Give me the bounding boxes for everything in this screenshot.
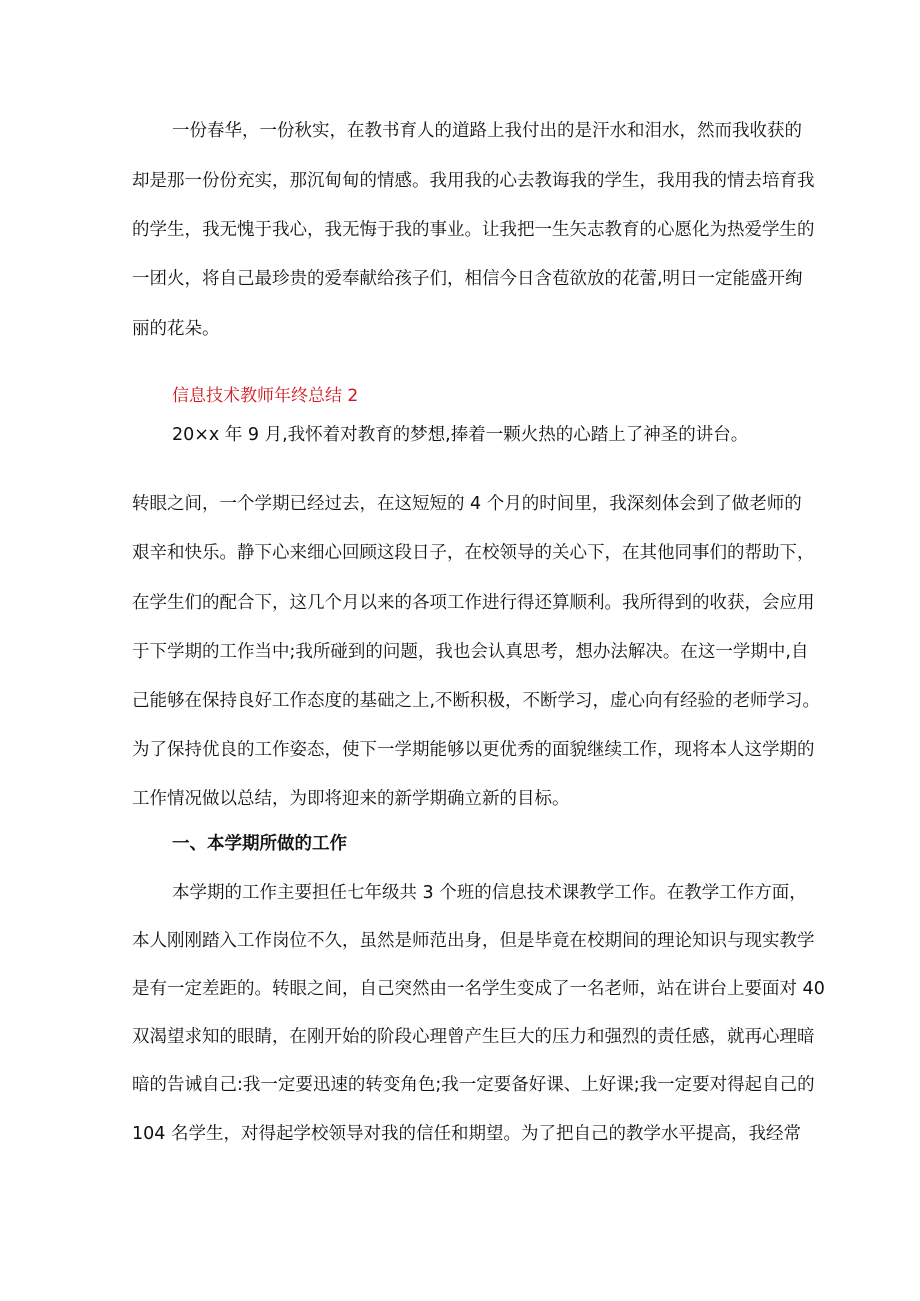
paragraph-3-line-5: 暗的告诫自己:我一定要迅速的转变角色;我一定要备好课、上好课;我一定要对得起自己的 bbox=[132, 1075, 815, 1095]
paragraph-2-line-2: 艰辛和快乐。静下心来细心回顾这段日子，在校领导的关心下，在其他同事们的帮助下， bbox=[132, 543, 815, 563]
subheading: 一、本学期所做的工作 bbox=[172, 834, 347, 854]
paragraph-1-line-4: 一团火，将自己最珍贵的爱奉献给孩子们，相信今日含苞欲放的花蕾,明日一定能盛开绚 bbox=[132, 269, 803, 289]
intro-line: 20×x 年 9 月,我怀着对教育的梦想,捧着一颗火热的心踏上了神圣的讲台。 bbox=[172, 425, 749, 445]
paragraph-2-line-7: 工作情况做以总结，为即将迎来的新学期确立新的目标。 bbox=[132, 789, 570, 809]
paragraph-1-line-1: 一份春华，一份秋实，在教书育人的道路上我付出的是汗水和泪水，然而我收获的 bbox=[172, 121, 802, 141]
paragraph-2-line-5: 己能够在保持良好工作态度的基础之上,不断积极，不断学习，虚心向有经验的老师学习。 bbox=[132, 691, 821, 711]
section-title: 信息技术教师年终总结 2 bbox=[172, 386, 359, 406]
paragraph-1-line-2: 却是那一份份充实，那沉甸甸的情感。我用我的心去教诲我的学生，我用我的情去培育我 bbox=[132, 171, 815, 191]
paragraph-3-line-1: 本学期的工作主要担任七年级共 3 个班的信息技术课教学工作。在教学工作方面， bbox=[172, 883, 807, 903]
paragraph-1-line-5: 丽的花朵。 bbox=[132, 319, 220, 339]
paragraph-2-line-4: 于下学期的工作当中;我所碰到的问题，我也会认真思考，想办法解决。在这一学期中,自 bbox=[132, 642, 809, 662]
paragraph-2-line-3: 在学生们的配合下，这几个月以来的各项工作进行得还算顺利。我所得到的收获，会应用 bbox=[132, 593, 815, 613]
paragraph-3-line-6: 104 名学生，对得起学校领导对我的信任和期望。为了把自己的教学水平提高，我经常 bbox=[132, 1124, 801, 1144]
paragraph-3-line-2: 本人刚刚踏入工作岗位不久，虽然是师范出身，但是毕竟在校期间的理论知识与现实教学 bbox=[132, 931, 815, 951]
paragraph-2-line-6: 为了保持优良的工作姿态，使下一学期能够以更优秀的面貌继续工作，现将本人这学期的 bbox=[132, 740, 815, 760]
paragraph-3-line-3: 是有一定差距的。转眼之间，自己突然由一名学生变成了一名老师，站在讲台上要面对 40 bbox=[132, 979, 825, 999]
paragraph-3-line-4: 双渴望求知的眼睛，在刚开始的阶段心理曾产生巨大的压力和强烈的责任感，就再心理暗 bbox=[132, 1027, 815, 1047]
paragraph-1-line-3: 的学生，我无愧于我心，我无悔于我的事业。让我把一生矢志教育的心愿化为热爱学生的 bbox=[132, 220, 815, 240]
paragraph-2-line-1: 转眼之间，一个学期已经过去，在这短短的 4 个月的时间里，我深刻体会到了做老师的 bbox=[132, 494, 802, 514]
